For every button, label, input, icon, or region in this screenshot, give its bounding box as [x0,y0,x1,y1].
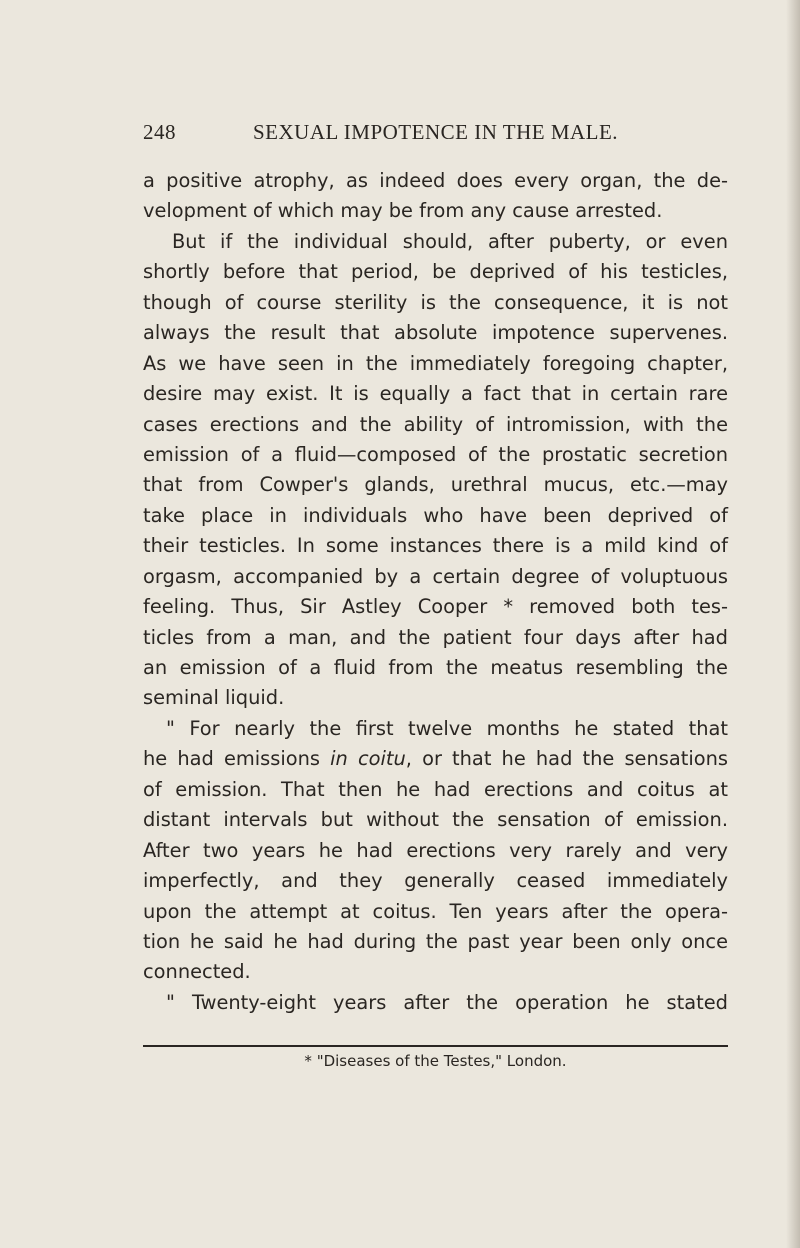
page-number: 248 [143,120,176,144]
text-segment: , or that he had the sensations [405,747,729,771]
text-line: cases erections and the ability of intromission, with the [143,412,728,436]
footnote: * "Diseases of the Testes," London. [304,1052,567,1070]
text-line: tion he said he had during the past year been only once [143,929,728,953]
text-line: After two years he had erections very rarely and very [143,838,728,862]
footnote-rule [143,1045,728,1047]
text-line: ticles from a man, and the patient four days after had [143,625,728,649]
text-line: upon the attempt at coitus. Ten years after the opera- [143,899,728,923]
body-text [143,166,728,1018]
text-line [143,744,728,774]
text-line: orgasm, accompanied by a certain degree of voluptuous [143,564,728,588]
text-line: a positive atrophy, as indeed does every organ, the de- [143,169,728,192]
text-line: of emission. That then he had erections and coitus at [143,777,728,801]
text-line: As we have seen in the immediately foregoing chapter, [143,351,728,375]
text-line: emission of a fluid—composed of the prostatic secretion [143,442,728,466]
text-line: distant intervals but without the sensation of emission. [143,808,728,832]
text-line: desire may exist. It is equally a fact that in certain rare [143,382,728,406]
text-line: But if the individual should, after puberty, or even [172,229,728,253]
text-line: connected. [143,960,251,984]
text-line: " Twenty-eight years after the operation he stated [166,990,728,1014]
text-line: an emission of a fluid from the meatus resembling the [143,656,728,679]
text-line: feeling. Thus, Sir Astley Cooper * removed both tes- [143,595,728,619]
page-header [143,120,728,150]
text-line: that from Cowper's glands, urethral mucus, etc.—may [143,473,728,497]
text-line: their testicles. In some instances there is a mild kind of [143,534,728,558]
page-edge-shadow [786,0,800,1248]
text-line: velopment of which may be from any cause arrested. [143,199,663,223]
text-line: " For nearly the first twelve months he stated that [166,716,728,740]
running-head: SEXUAL IMPOTENCE IN THE MALE. [253,120,619,144]
text-line: seminal liquid. [143,686,285,710]
text-line: always the result that absolute impotence supervenes. [143,321,728,345]
text-line: imperfectly, and they generally ceased immediately [143,869,728,893]
text-line: take place in individuals who have been deprived of [143,503,728,527]
text-segment: he had emissions [143,747,331,771]
italic-phrase: in coitu [330,747,406,771]
text-line: shortly before that period, be deprived of his testicles, [143,260,728,284]
text-line: though of course sterility is the consequence, it is not [143,290,728,314]
